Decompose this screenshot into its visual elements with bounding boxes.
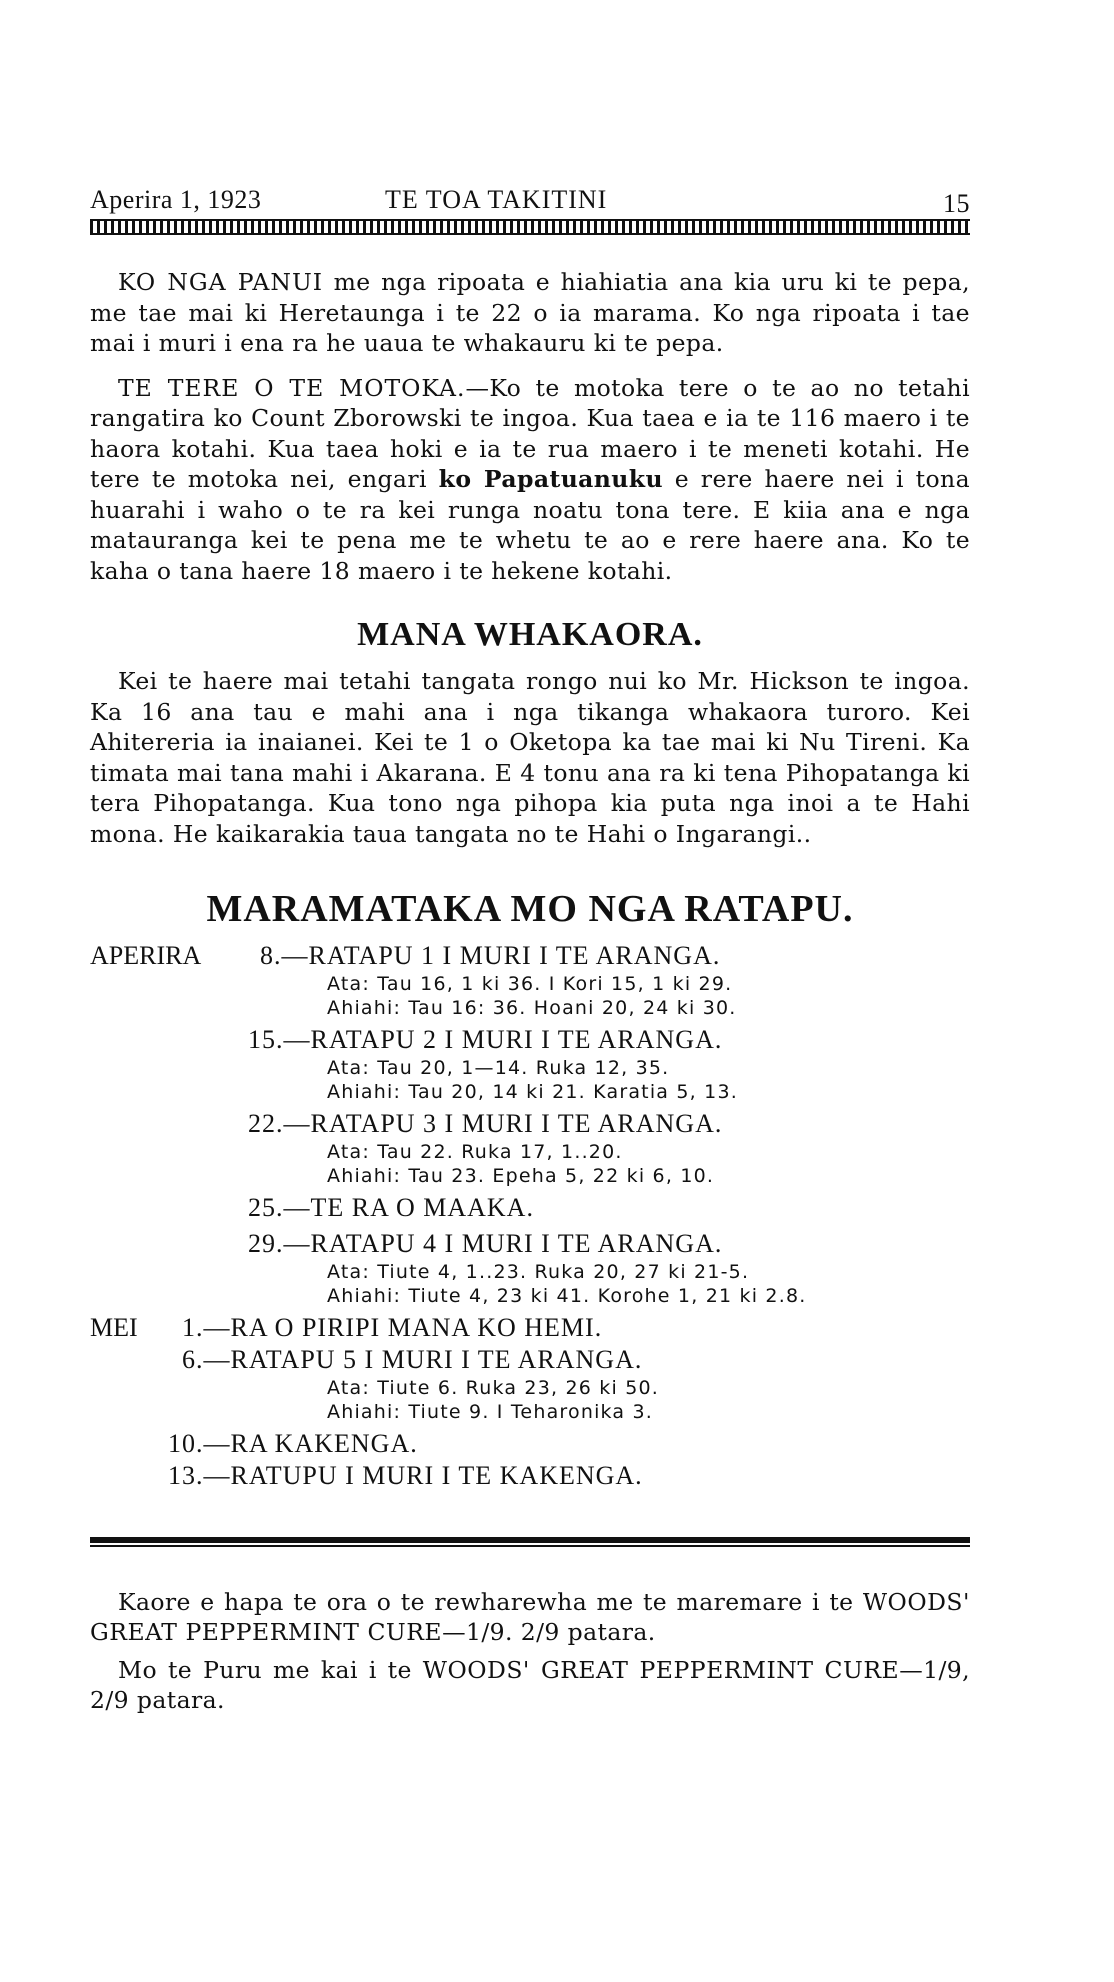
ahiahi-reading: Ahiahi: Tau 23. Epeha 5, 22 ki 6, 10.: [327, 1165, 715, 1187]
calendar-row: [90, 1345, 970, 1377]
divider-thin: [90, 1545, 970, 1547]
motoka-text-1: —Ko te motoka tere o te ao no tetahi rangatira ko Count Zborowski te ingoa. Kua taea e ia te 116 maero i te haora kotahi. Kua taea hoki e ia te rua maero i te meneti kotahi. He tere te motoka nei, engari: [90, 373, 971, 493]
reading-line: [90, 1165, 970, 1189]
newspaper-page: [90, 175, 970, 1715]
notice-paragraph: [90, 267, 970, 359]
reading-line: [90, 1057, 970, 1081]
month-label-may: MEI: [90, 1313, 138, 1342]
calendar-entry: 8.—RATAPU 1 I MURI I TE ARANGA.: [260, 941, 721, 970]
calendar-row: [90, 1109, 970, 1141]
calendar: [90, 941, 970, 1493]
advert-paragraph: [90, 1587, 970, 1647]
reading-line: [90, 997, 970, 1021]
calendar-entry: 6.—RATAPU 5 I MURI I TE ARANGA.: [182, 1345, 643, 1374]
reading-line: [90, 1081, 970, 1105]
page-number: 15: [943, 189, 970, 218]
calendar-row: [90, 1461, 970, 1493]
ata-reading: Ata: Tau 16, 1 ki 36. I Kori 15, 1 ki 29.: [327, 973, 733, 995]
running-head: [90, 175, 970, 218]
calendar-entry: 10.—RA KAKENGA.: [168, 1429, 418, 1458]
motoka-lead: TE TERE O TE MOTOKA.: [118, 373, 466, 402]
ahiahi-reading: Ahiahi: Tiute 9. I Teharonika 3.: [327, 1401, 654, 1423]
advert-product: WOODS' GREAT PEPPERMINT CURE: [422, 1656, 900, 1684]
calendar-entry: 1.—RA O PIRIPI MANA KO HEMI.: [182, 1313, 603, 1342]
calendar-row: [90, 1429, 970, 1461]
issue-date: Aperira 1, 1923: [90, 185, 262, 214]
calendar-row: [90, 1313, 970, 1345]
advert-text-2: —1/9, 2/9 patara.: [90, 1656, 970, 1714]
calendar-row: [90, 1229, 970, 1261]
mana-heading: MANA WHAKAORA.: [357, 616, 703, 653]
notice-text: me nga ripoata e hiahiatia ana kia uru ki te pepa, me tae mai ki Heretaunga i te 22 o ia marama. Ko nga ripoata i tae mai i muri i ena ra he uaua te whakauru ki te pepa.: [90, 268, 971, 357]
ahiahi-reading: Ahiahi: Tau 16: 36. Hoani 20, 24 ki 30.: [327, 997, 737, 1019]
calendar-entry: 13.—RATUPU I MURI I TE KAKENGA.: [168, 1461, 643, 1490]
reading-line: [90, 1401, 970, 1425]
reading-line: [90, 1261, 970, 1285]
motoka-text-2: e rere haere nei i tona huarahi i waho o te ra kei runga noatu tona tere. E kiia ana e nga matauranga kei te pena me te whetu te ao e rere haere ana. Ko te kaha o tana haere 18 maero i te hekene kotahi.: [90, 465, 970, 585]
ahiahi-reading: Ahiahi: Tau 20, 14 ki 21. Karatia 5, 13.: [327, 1081, 738, 1103]
ata-reading: Ata: Tau 20, 1—14. Ruka 12, 35.: [327, 1057, 670, 1079]
divider-thick: [90, 1537, 970, 1543]
ata-reading: Ata: Tau 22. Ruka 17, 1..20.: [327, 1141, 623, 1163]
calendar-heading: MARAMATAKA MO NGA RATAPU.: [206, 888, 854, 930]
motoka-paragraph: [90, 373, 970, 587]
calendar-entry: 22.—RATAPU 3 I MURI I TE ARANGA.: [248, 1109, 723, 1138]
ata-reading: Ata: Tiute 6. Ruka 23, 26 ki 50.: [327, 1377, 660, 1399]
reading-line: [90, 1285, 970, 1309]
month-label-april: APERIRA: [90, 941, 202, 970]
calendar-entry: 25.—TE RA O MAAKA.: [248, 1193, 534, 1222]
calendar-row: [90, 1025, 970, 1057]
ata-reading: Ata: Tiute 4, 1..23. Ruka 20, 27 ki 21-5.: [327, 1261, 750, 1283]
calendar-entry: 29.—RATAPU 4 I MURI I TE ARANGA.: [248, 1229, 723, 1258]
ornamental-rule: [90, 219, 970, 235]
calendar-row: [90, 1193, 970, 1225]
reading-line: [90, 973, 970, 997]
advert-text-2: —1/9. 2/9 patara.: [442, 1618, 656, 1646]
reading-line: [90, 1141, 970, 1165]
advert-text-1: Kaore e hapa te ora o te rewharewha me te maremare i te: [118, 1588, 863, 1616]
calendar-row: [90, 941, 970, 973]
motoka-bold: ko Papatuanuku: [438, 465, 663, 493]
publication-title: TE TOA TAKITINI: [385, 185, 608, 214]
advert-text-1: Mo te Puru me kai i te: [118, 1656, 423, 1684]
calendar-entry: 15.—RATAPU 2 I MURI I TE ARANGA.: [248, 1025, 723, 1054]
advert-product: WOODS' GREAT PEPPERMINT CURE: [90, 1588, 970, 1646]
notice-lead: KO NGA PANUI: [118, 268, 324, 296]
ahiahi-reading: Ahiahi: Tiute 4, 23 ki 41. Korohe 1, 21 ki 2.8.: [327, 1285, 807, 1307]
divider: [90, 1537, 970, 1547]
advert-paragraph: [90, 1655, 970, 1715]
mana-paragraph: Kei te haere mai tetahi tangata rongo nui ko Mr. Hickson te ingoa. Ka 16 ana tau e mahi ana i nga tikanga whakaora turoro. Kei Ahitereria ia inaianei. Kei te 1 o Oketopa ka tae mai ki Nu Tireni. Ka timata mai tana mahi i Akarana. E 4 tonu ana ra ki tena Pihopatanga ki tera Pihopatanga. Kua tono nga pihopa kia puta nga inoi a te Hahi mona. He kaikarakia taua tangata no te Hahi o Ingarangi..: [90, 667, 970, 848]
reading-line: [90, 1377, 970, 1401]
